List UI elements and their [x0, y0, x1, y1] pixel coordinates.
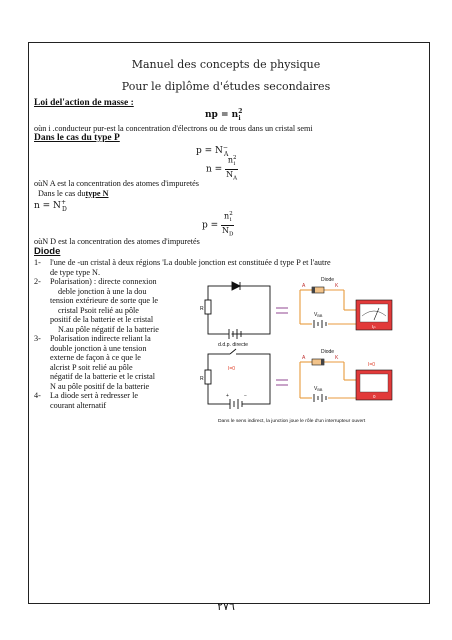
reverse-pictorial	[300, 362, 356, 398]
label-a-bottom: A	[302, 355, 306, 361]
label-r-bottom: R	[200, 376, 204, 382]
type-n-eq1: $n = N^+_D$	[34, 199, 67, 213]
label-zero: 0	[373, 394, 376, 399]
label-ip: $I_P$	[372, 324, 376, 330]
label-k-bottom: K	[335, 355, 339, 361]
label-i0-right: I=0	[368, 362, 376, 368]
page-number: ٢٧٦	[217, 600, 235, 613]
diode-circuits-figure	[196, 276, 422, 426]
label-diode-bottom: Diode	[321, 349, 335, 355]
label-r-top: R	[200, 306, 204, 312]
svg-text:−: −	[244, 393, 247, 399]
label-a-top: A	[302, 283, 306, 289]
equals-top	[276, 307, 288, 314]
diode-heading: Diode	[34, 246, 61, 257]
list-item: 2- Polarisation) : directe connexion deble jonction à une la dou tension extérieure de sorte que le cristal Psoit relié au pôle positif de la batterie et le cristal N.au pôle négatif de la batterie	[34, 277, 159, 334]
mass-action-where: oùn i .conducteur pur-est la concentration d'électrons ou de trous dans un cristal semi	[34, 124, 313, 133]
forward-schematic	[205, 282, 270, 339]
type-n-heading: Dans le cas dutype N	[38, 189, 109, 198]
equals-bottom	[276, 379, 288, 386]
label-i0-left: I=0	[228, 366, 236, 372]
mass-action-heading: Loi del'action de masse :	[34, 98, 134, 108]
reverse-schematic	[205, 349, 270, 409]
type-n-eq2: p = $\frac{n^2_i}{N_D}$	[202, 211, 234, 238]
forward-pictorial	[300, 290, 356, 324]
type-n-note: oùN D est la concentration des atomes d'impuretés	[34, 237, 200, 246]
label-k-top: K	[335, 283, 339, 289]
figure-caption: Dans le sens indirect, la junction joue le rôle d'un interrupteur ouvert	[218, 419, 366, 424]
type-p-eq1: $p = N^-_A$	[196, 144, 229, 158]
label-vbb-top: $V_{BB}$	[314, 312, 323, 318]
list-item: 4- La diode sert à redresser le courant alternatif	[34, 391, 138, 410]
svg-text:+: +	[226, 393, 229, 399]
list-item: 3- Polarisation indirecte reliant la double jonction à une tension externe de façon à ce que le alcrist P soit relié au pôle négatif de la batterie et le cristal N au pôle positif de la batterie	[34, 334, 156, 391]
book-title: Manuel des concepts de physique	[131, 58, 321, 71]
type-p-eq2: n = $\frac{n^2_i}{N_A}$	[206, 155, 238, 182]
type-p-heading: Dans le cas du type P	[34, 133, 120, 143]
label-diode-top: Diode	[321, 277, 335, 283]
book-subtitle: Pour le diplôme d'études secondaires	[121, 80, 331, 93]
list-item: 1- l'une de -un cristal à deux régions 'La double jonction est constituée d type P et l'autre de type type N.	[34, 258, 331, 277]
label-vbb-bottom: $V_{BB}$	[314, 386, 323, 392]
label-ddp: d.d.p. directe	[218, 342, 248, 348]
type-p-note: oùN A est la concentration des atomes d'impuretés	[34, 179, 199, 188]
mass-action-equation: np = $n^2_i$	[205, 108, 243, 122]
